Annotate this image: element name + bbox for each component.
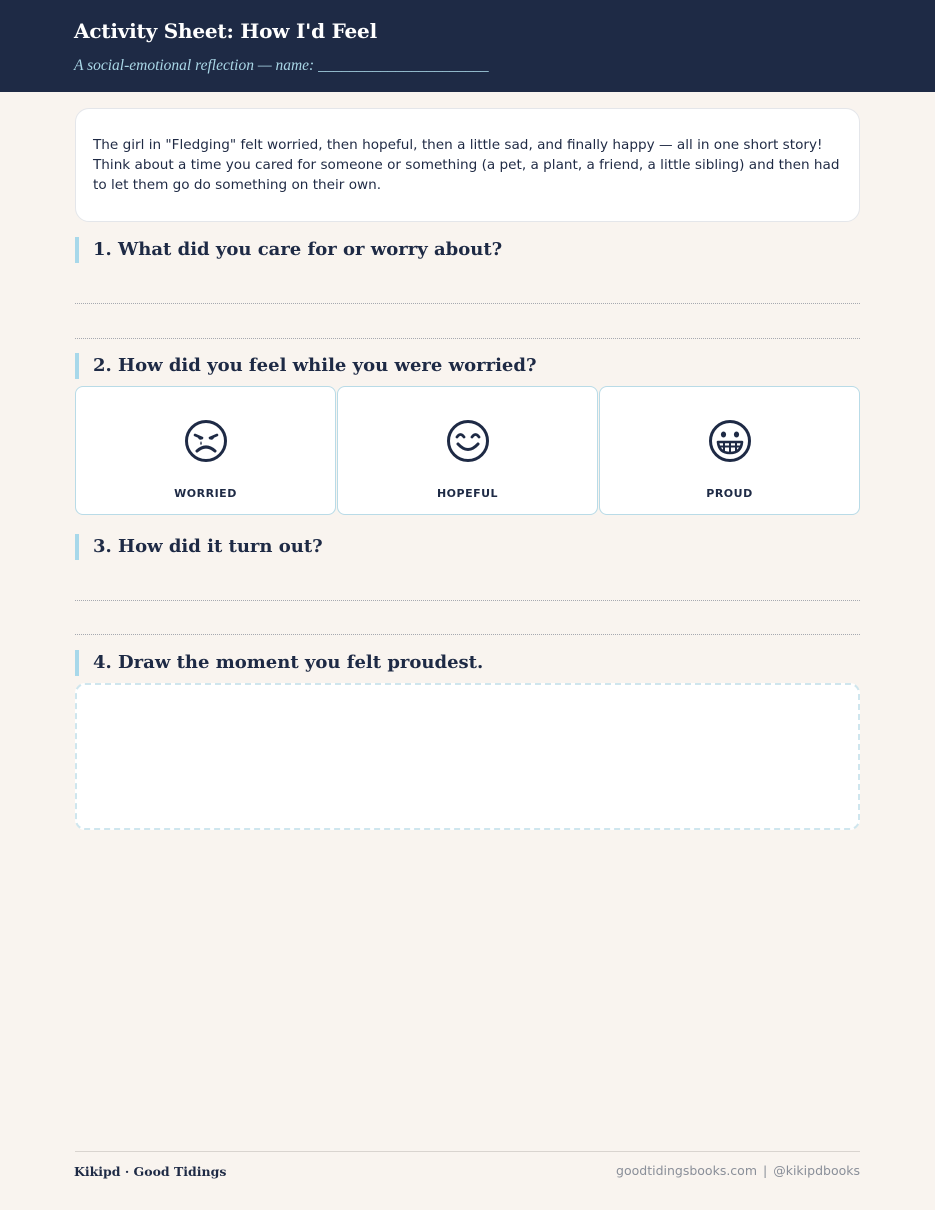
- feeling-option-hopeful[interactable]: [337, 386, 598, 515]
- answer-line-1b[interactable]: [75, 338, 860, 339]
- answer-line-3a[interactable]: [75, 600, 860, 601]
- feeling-label-proud: PROUD: [706, 487, 753, 500]
- footer-social-handle[interactable]: @kikipdbooks: [773, 1163, 860, 1178]
- question-1-heading: 1. What did you care for or worry about?: [75, 237, 502, 263]
- footer-separator: |: [763, 1163, 768, 1178]
- footer-divider: [75, 1151, 860, 1152]
- drawing-area[interactable]: [75, 683, 860, 830]
- footer-brand: Kikipd · Good Tidings: [74, 1164, 227, 1179]
- feeling-label-hopeful: HOPEFUL: [436, 487, 499, 500]
- worried-face-icon: [184, 419, 228, 463]
- feeling-option-worried[interactable]: [75, 386, 336, 515]
- question-4-heading: 4. Draw the moment you felt proudest.: [75, 650, 483, 676]
- answer-line-3b[interactable]: [75, 634, 860, 635]
- question-2-heading: 2. How did you feel while you were worried?: [75, 353, 537, 379]
- answer-line-1a[interactable]: [75, 303, 860, 304]
- intro-text: The girl in "Fledging" felt worried, then hopeful, then a little sad, and finally happy — all in one short story! Think about a time you cared for someone or something (a pet, a plant, a friend, a little sibling) and then had to let them go do something on their own.: [93, 137, 840, 193]
- feeling-label-worried: WORRIED: [174, 487, 237, 500]
- smiling-face-icon: [446, 419, 490, 463]
- grinning-face-icon: [708, 419, 752, 463]
- feeling-option-proud[interactable]: [599, 386, 860, 515]
- page-header: [0, 0, 935, 92]
- intro-card: [75, 108, 860, 222]
- footer-website[interactable]: goodtidingsbooks.com: [616, 1163, 757, 1178]
- question-3-heading: 3. How did it turn out?: [75, 534, 323, 560]
- page-subtitle-name-line: A social-emotional reflection — name: ______________________: [74, 57, 489, 74]
- page-title: Activity Sheet: How I'd Feel: [74, 19, 377, 43]
- footer-links: [616, 1163, 860, 1178]
